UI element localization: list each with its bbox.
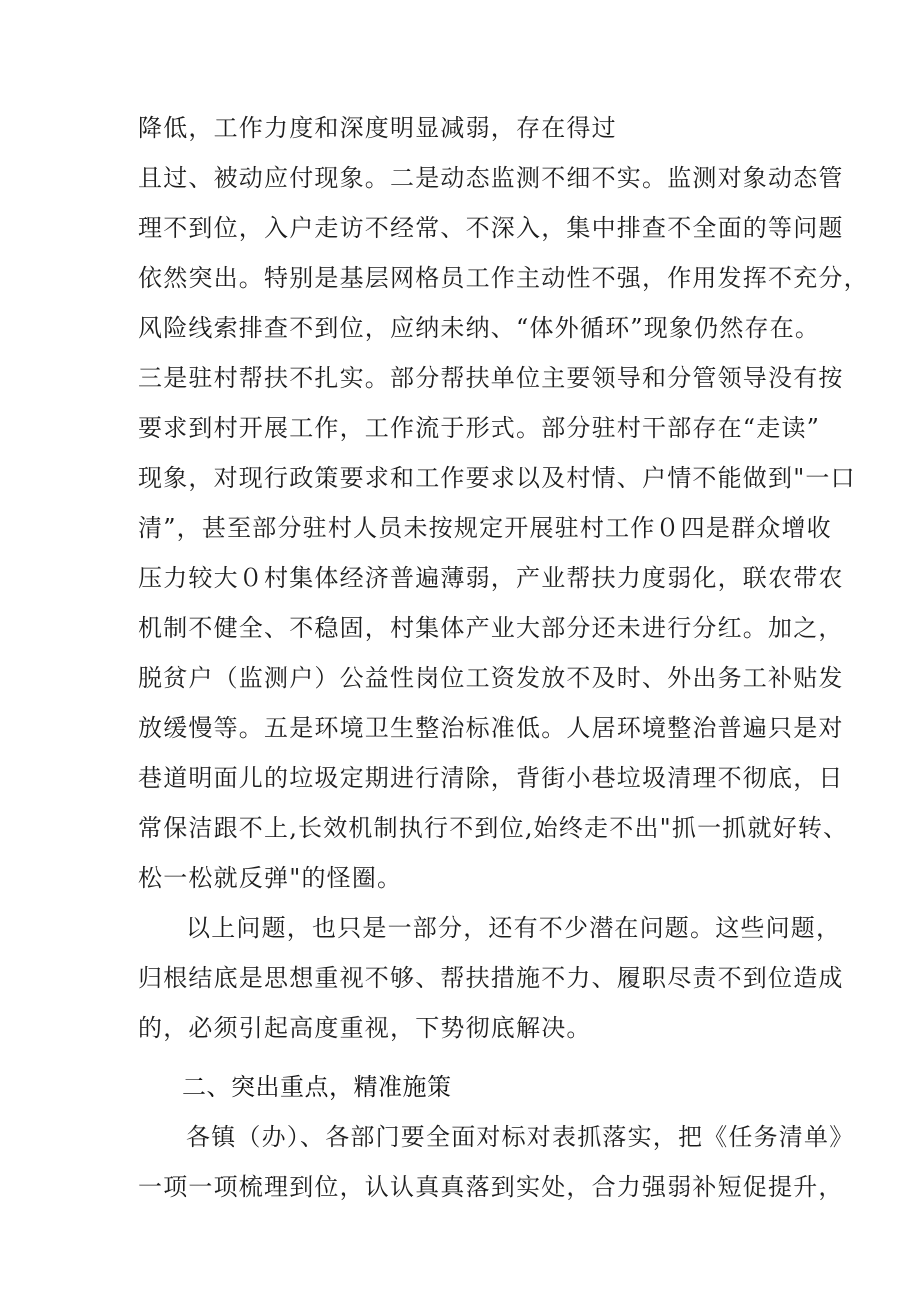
paragraph-line: 风险线索排查不到位，应纳未纳、“体外循环”现象仍然存在。	[138, 314, 821, 342]
paragraph-line: 要求到村开展工作，工作流于形式。部分驻村干部存在“走读”	[138, 414, 821, 442]
paragraph-line: 且过、被动应付现象。二是动态监测不细不实。监测对象动态管	[138, 164, 844, 192]
paragraph-line: 各镇（办）、各部门要全面对标对表抓落实，把《任务清单》	[186, 1123, 855, 1151]
paragraph-line: 的，必须引起高度重视，下势彻底解决。	[138, 1014, 592, 1042]
section-heading: 二、突出重点，精准施策	[182, 1073, 452, 1101]
paragraph-line: 归根结底是思想重视不够、帮扶措施不力、履职尽责不到位造成	[138, 964, 844, 992]
paragraph-line: 清”，甚至部分驻村人员未按规定开展驻村工作０四是群众增收	[138, 514, 832, 542]
paragraph-line: 理不到位，入户走访不经常、不深入，集中排查不全面的等问题	[138, 214, 844, 242]
paragraph-line: 降低，工作力度和深度明显减弱，存在得过	[138, 114, 617, 142]
paragraph-line: 放缓慢等。五是环境卫生整治标准低。人居环境整治普遍只是对	[138, 714, 844, 742]
paragraph-line: 三是驻村帮扶不扎实。部分帮扶单位主要领导和分管领导没有按	[138, 364, 844, 392]
paragraph-line: 机制不健全、不稳固，村集体产业大部分还未进行分红。加之，	[138, 614, 844, 642]
paragraph-line: 以上问题，也只是一部分，还有不少潜在问题。这些问题，	[186, 914, 842, 942]
paragraph-line: 巷道明面儿的垃圾定期进行清除，背街小巷垃圾清理不彻底，日	[138, 764, 844, 792]
paragraph-line: 松一松就反弹"的怪圈。	[138, 864, 403, 892]
paragraph-line: 常保洁跟不上,长效机制执行不到位,始终走不出"抓一抓就好转、	[138, 814, 849, 842]
paragraph-line: 脱贫户（监测户）公益性岗位工资发放不及时、外出务工补贴发	[138, 664, 844, 692]
paragraph-line: 一项一项梳理到位，认认真真落到实处，合力强弱补短促提升，	[138, 1173, 844, 1201]
paragraph-line: 依然突出。特别是基层网格员工作主动性不强，作用发挥不充分，	[138, 264, 869, 292]
paragraph-line: 现象，对现行政策要求和工作要求以及村情、户情不能做到"一口	[138, 464, 856, 492]
paragraph-line: 压力较大０村集体经济普遍薄弱，产业帮扶力度弱化，联农带农	[138, 564, 844, 592]
